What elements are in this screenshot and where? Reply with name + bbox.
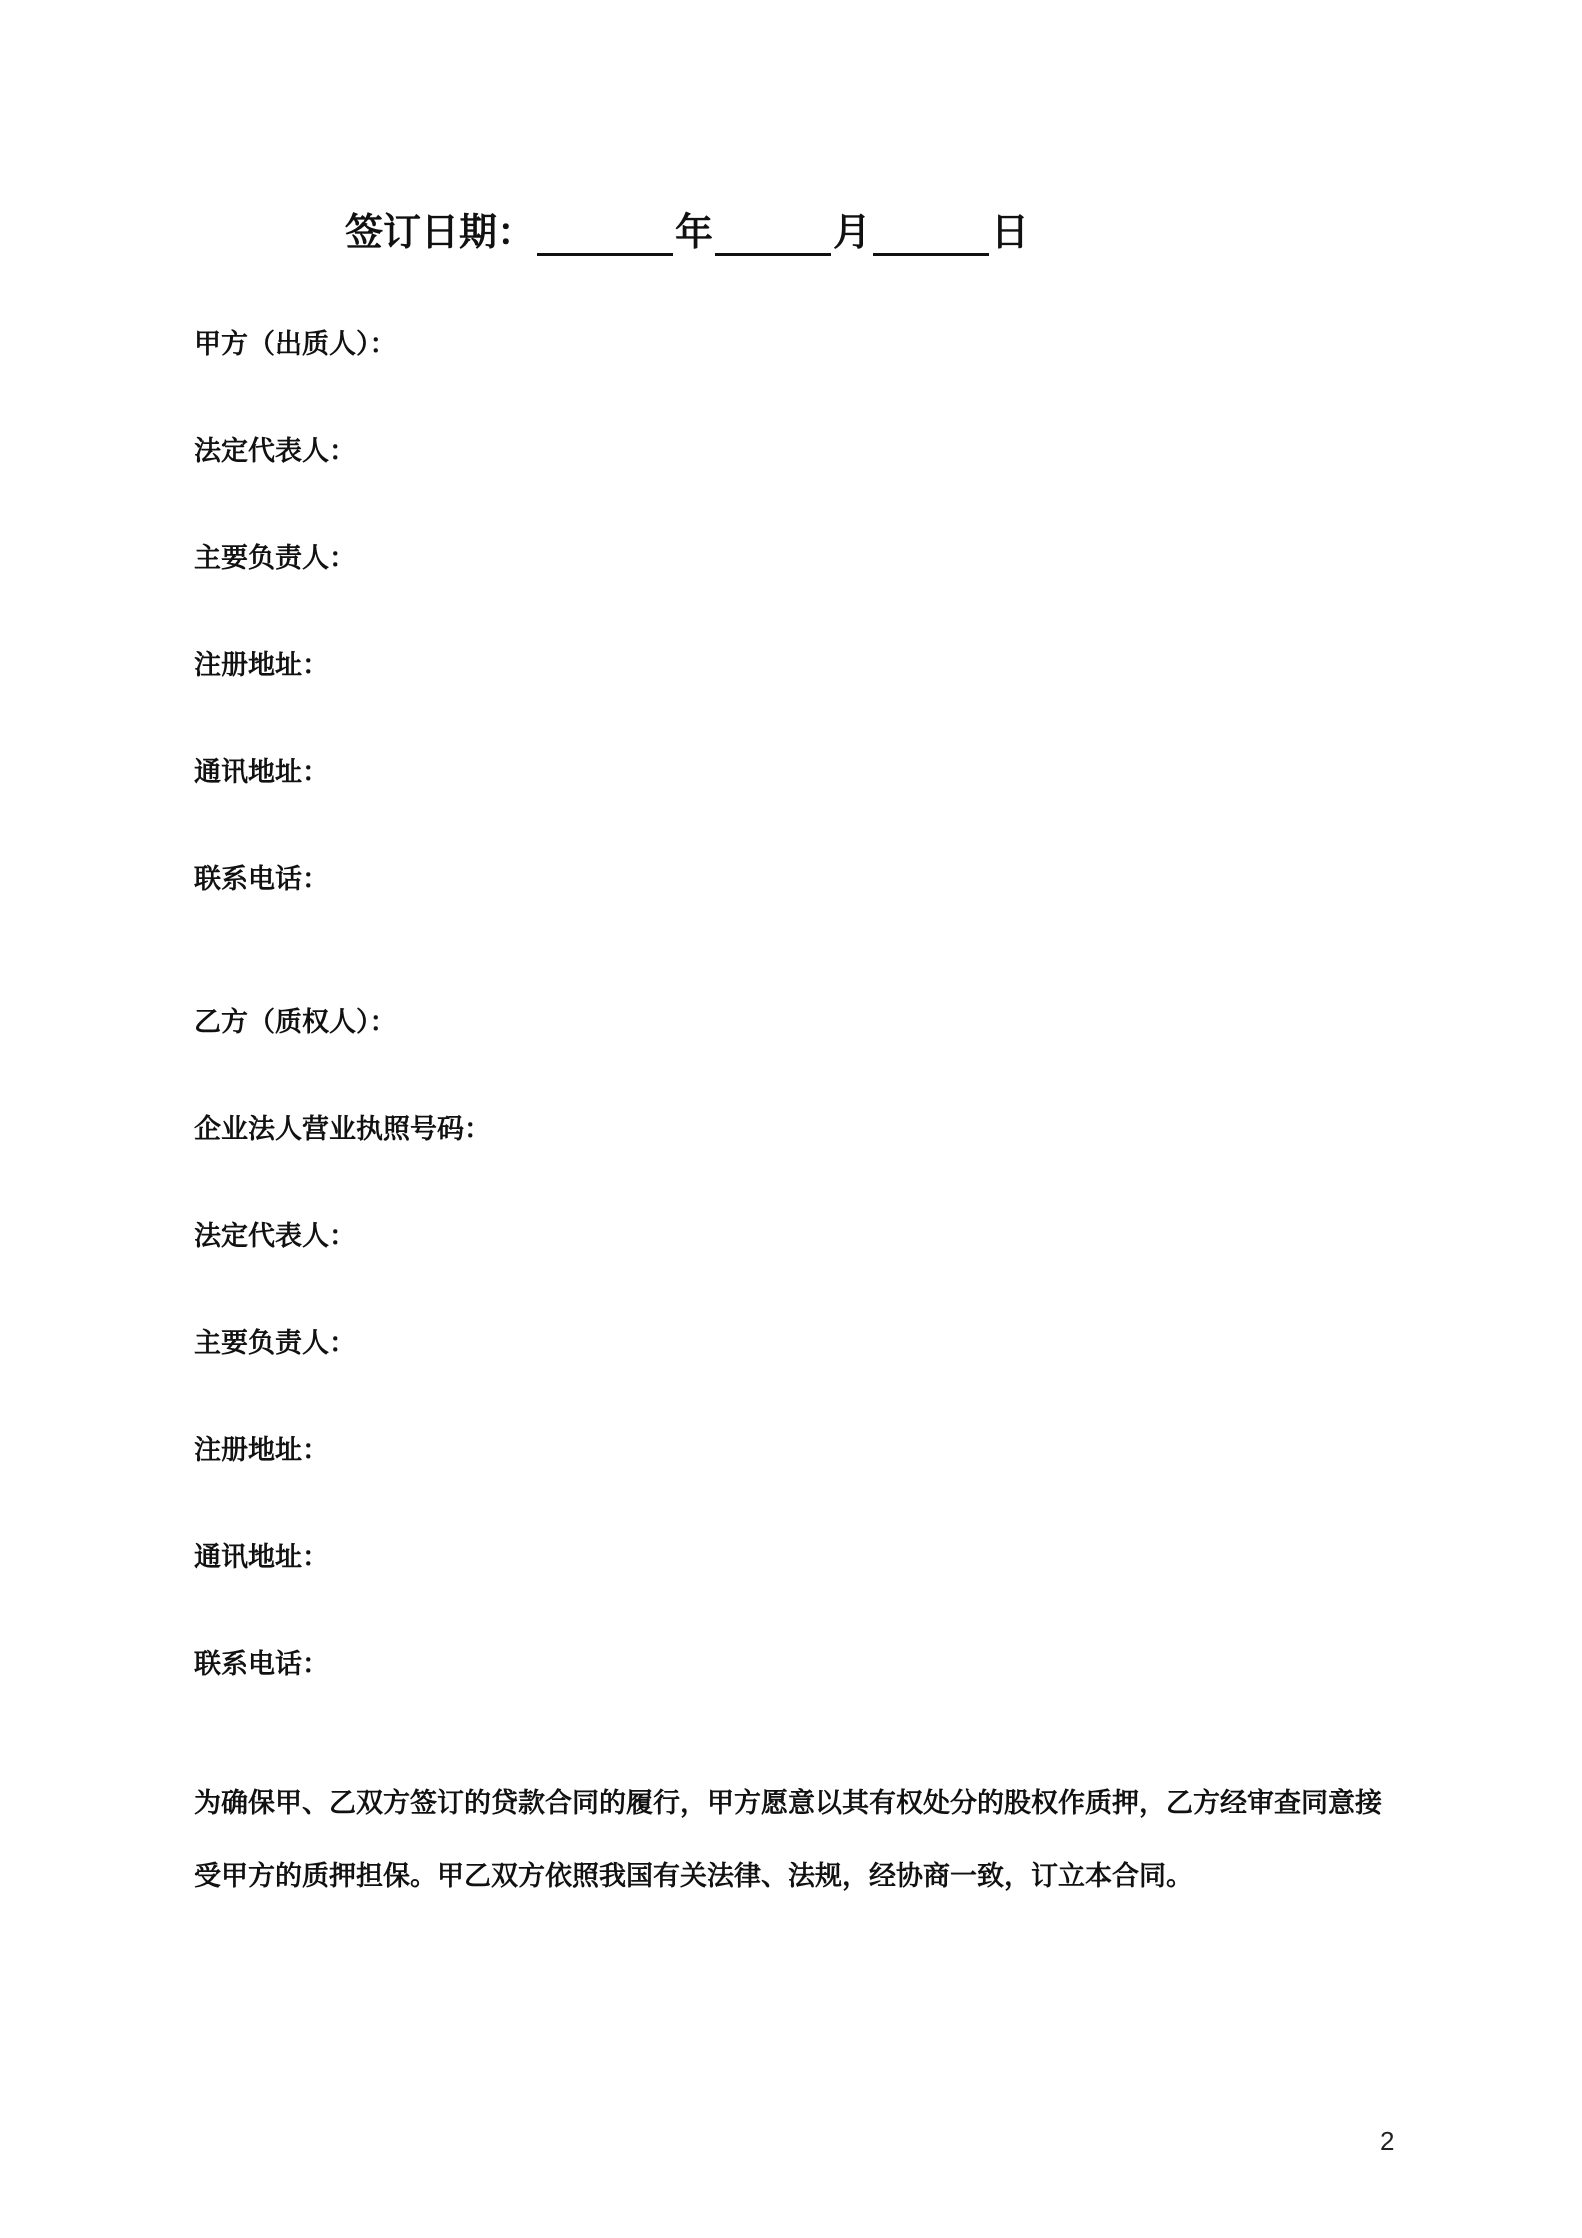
year-blank bbox=[537, 213, 673, 256]
signing-date-label: 签订日期： bbox=[345, 210, 536, 254]
party-a-legal-rep: 法定代表人： bbox=[194, 436, 356, 467]
year-unit: 年 bbox=[675, 210, 714, 254]
party-a-title: 甲方（出质人）： bbox=[194, 329, 397, 360]
page-number: 2 bbox=[1380, 2126, 1395, 2156]
party-a-mail-address: 通讯地址： bbox=[194, 757, 329, 788]
party-a-phone: 联系电话： bbox=[194, 864, 329, 895]
party-b-reg-address: 注册地址： bbox=[194, 1435, 329, 1466]
party-b-mail-address: 通讯地址： bbox=[194, 1542, 329, 1573]
body-paragraph-line-2: 受甲方的质押担保。甲乙双方依照我国有关法律、法规，经协商一致，订立本合同。 bbox=[194, 1861, 1193, 1892]
party-b-principal: 主要负责人： bbox=[194, 1328, 356, 1359]
party-b-phone: 联系电话： bbox=[194, 1649, 329, 1680]
party-b-license-no: 企业法人营业执照号码： bbox=[194, 1114, 491, 1145]
month-blank bbox=[715, 213, 831, 256]
party-b-legal-rep: 法定代表人： bbox=[194, 1221, 356, 1252]
day-unit: 日 bbox=[991, 210, 1030, 254]
day-blank bbox=[873, 213, 989, 256]
body-paragraph-line-1: 为确保甲、乙双方签订的贷款合同的履行，甲方愿意以其有权处分的股权作质押，乙方经审查同意接 bbox=[194, 1788, 1382, 1819]
party-a-principal: 主要负责人： bbox=[194, 543, 356, 574]
party-a-reg-address: 注册地址： bbox=[194, 650, 329, 681]
party-b-title: 乙方（质权人）： bbox=[194, 1007, 397, 1038]
month-unit: 月 bbox=[833, 210, 872, 254]
signing-date-line bbox=[345, 196, 1029, 256]
